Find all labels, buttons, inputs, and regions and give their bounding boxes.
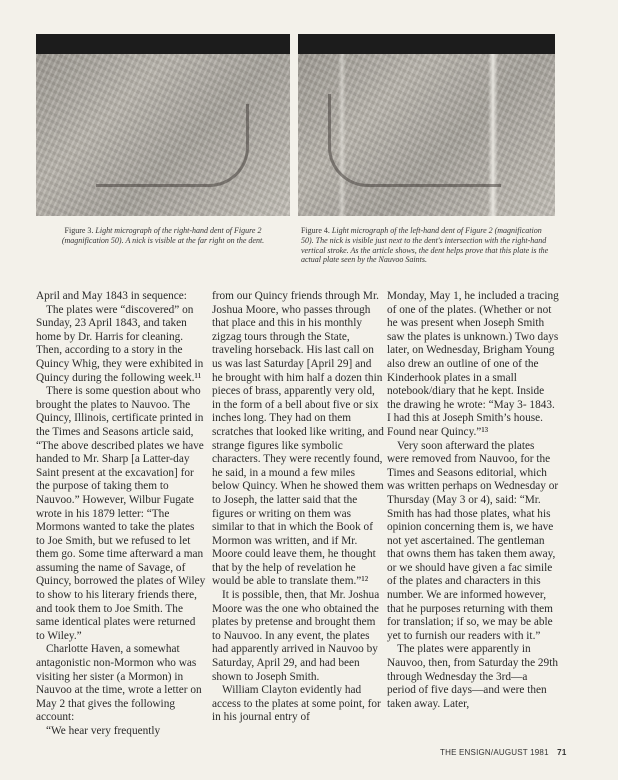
paragraph: It is possible, then, that Mr. Joshua Moore was the one who obtained the plates by pretense and brought them to Nauvoo. In any event, the plates had apparently arrived in Nauvoo by Saturday, April 29, and had been shown to Joseph Smith. bbox=[212, 589, 380, 683]
figure-3-micrograph bbox=[36, 34, 290, 216]
body-column-1 bbox=[36, 290, 206, 739]
figure-3-top-band bbox=[36, 34, 290, 54]
paragraph: Very soon afterward the plates were removed from Nauvoo, for the Times and Seasons editorial, which was written perhaps on Wednesday or Thursday (May 3 or 4), said: “Mr. Smith has had those plates, what his opinion concerning them is, we have not yet ascertained. The gentleman that owns them has taken them away, or we should have given a fac simile of the plates and characters in this number. We are informed however, that he purposes returning with them for translation; if so, we may be able yet to furnish our readers with it.” bbox=[387, 439, 559, 642]
paragraph: William Clayton evidently had access to the plates at some point, for in his journal entry of bbox=[212, 684, 381, 724]
paragraph: There is some question about who brought the plates to Nauvoo. The Quincy, Illinois, certificate printed in the Times and Seasons article said, “The above described plates we have handed to Mr. Sharp [a Latter-day Saint present at the excavation] for the purpose of taking them to Nauvoo.” However, Wilbur Fugate wrote in his 1879 letter: “The Mormons wanted to take the plates to Joe Smith, but we refused to let them go. Some time afterward a man assuming the name of Savage, of Quincy, borrowed the plates of Wiley to show to his literary friends there, and took them to Joe Smith. The same identical plates were returned to Wiley.” bbox=[36, 385, 206, 642]
paragraph: The plates were “discovered” on Sunday, 23 April 1843, and taken home by Dr. Harris for cleaning. Then, according to a story in the Quincy Whig, they were exhibited in Quincy during the following week.¹¹ bbox=[36, 303, 204, 384]
figure-4-caption bbox=[301, 226, 555, 265]
paragraph: Charlotte Haven, a somewhat antagonistic non-Mormon who was visiting her sister (a Mormon) in Nauvoo at the time, wrote a letter on May 2 that gives the following account: bbox=[36, 643, 202, 724]
paragraph: The plates were apparently in Nauvoo, then, from Saturday the 29th through Wednesday the 3rd—a period of five days—and were then taken away. Later, bbox=[387, 643, 558, 710]
figure-3-caption bbox=[40, 226, 286, 246]
figure-3-dent-outline bbox=[96, 104, 249, 187]
figure-3-caption-text: Light micrograph of the right-hand dent of Figure 2 (magnification 50). A nick is visible at the far right on the dent. bbox=[61, 226, 265, 245]
figure-4-label: Figure 4. bbox=[301, 226, 330, 235]
figure-4-micrograph bbox=[298, 34, 555, 216]
body-column-3 bbox=[387, 290, 559, 711]
publication-name: THE ENSIGN/AUGUST 1981 bbox=[440, 748, 549, 757]
paragraph: Monday, May 1, he included a tracing of one of the plates. (Whether or not he was present when Joseph Smith saw the plates is unknown.) Two days later, on Wednesday, Brigham Young also drew an outline of one of the Kinderhook plates in a small notebook/diary that he kept. Inside the drawing he wrote: “May 3- 1843. I had this at Joseph Smith’s house. Found near Quincy.”¹³ bbox=[387, 290, 559, 438]
paragraph: from our Quincy friends through Mr. Joshua Moore, who passes through that place and this in his monthly zigzag tours through the State, traveling horseback. His last call on us was last Saturday [April 29] and he brought with him half a dozen thin pieces of brass, apparently very old, in the form of a bell about five or six inches long. They had on them scratches that looked like writing, and strange figures like symbolic characters. They were recently found, he said, in a mound a few miles below Quincy. When he showed them to Joseph, the latter said that the figures or writing on them was similar to that in which the Book of Mormon was written, and if Mr. Moore could leave them, he thought that by the help of revelation he would be able to translate them.”¹² bbox=[212, 290, 384, 588]
figure-3-label: Figure 3. bbox=[64, 226, 94, 235]
paragraph: “We hear very frequently bbox=[46, 725, 161, 737]
body-column-2 bbox=[212, 290, 384, 725]
figure-4-top-band bbox=[298, 34, 555, 54]
figure-4-caption-text: Light micrograph of the left-hand dent of Figure 2 (magnification 50). The nick is visible just next to the dent's intersection with the right-hand vertical stroke. As the article shows, the dent helps prove that this plate is the actual plate seen by the Nauvoo Saints. bbox=[301, 226, 549, 265]
figure-4-dent-outline bbox=[328, 94, 501, 187]
paragraph: April and May 1843 in sequence: bbox=[36, 290, 187, 302]
page-footer bbox=[440, 748, 566, 757]
page-number: 71 bbox=[557, 748, 567, 757]
